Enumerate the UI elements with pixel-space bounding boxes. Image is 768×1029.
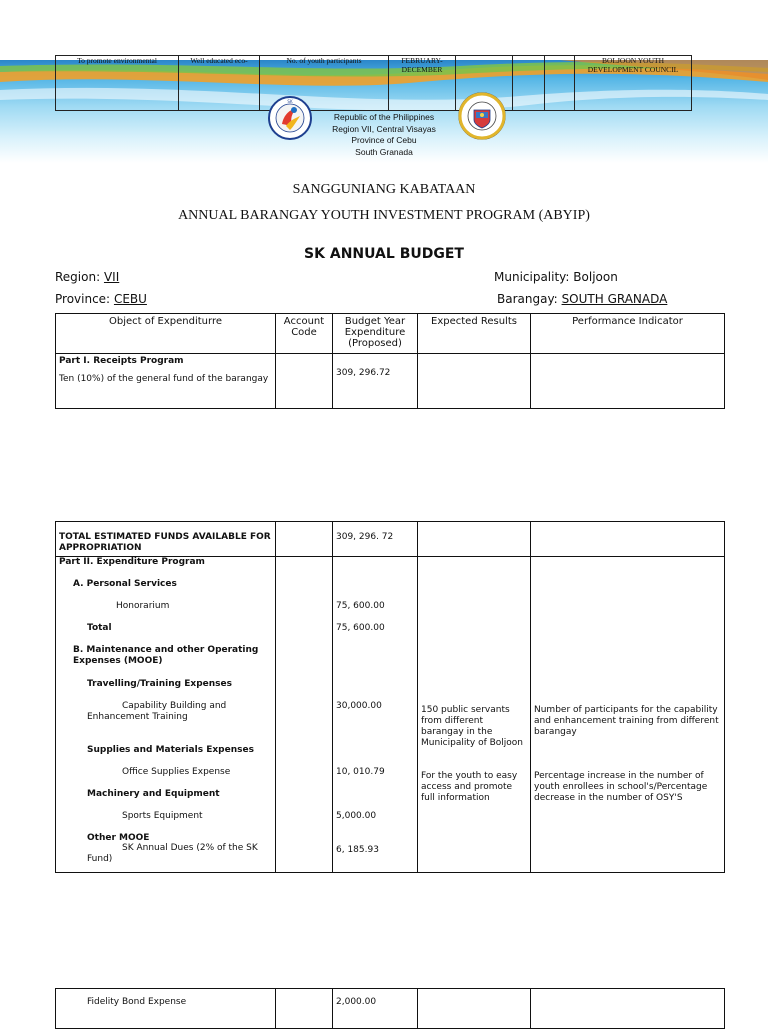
part2-title: Part II. Expenditure Program (59, 557, 205, 567)
fragment-cell: Well educated eco- (179, 56, 260, 111)
letterhead-line: Republic of the Philippines (333, 112, 435, 122)
logo-lettering: SK (287, 99, 293, 104)
header-account-code: Account Code (276, 314, 333, 354)
municipality-value: Boljoon (573, 270, 618, 284)
travelling-heading: Travelling/Training Expenses (87, 679, 232, 689)
fragment-cell: No. of youth participants (260, 56, 389, 111)
org-title: SANGGUNIANG KABATAAN (292, 182, 476, 197)
sk-dues-item: SK Annual Dues (2% of the SK Fund) (87, 843, 258, 864)
part1-amount: 309, 296.72 (333, 354, 418, 409)
fragment-cell (545, 56, 575, 111)
barangay-field (497, 292, 667, 306)
capability-item: Capability Building and Enhancement Training (87, 701, 227, 722)
account-code-cell (276, 989, 333, 1029)
fragment-cell: To promote environmental (56, 56, 179, 111)
barangay-seal (458, 92, 506, 140)
mooe-heading: B. Maintenance and other Operating Expenses (MOOE) (73, 645, 259, 666)
letterhead-line: South Granada (355, 146, 413, 157)
personal-services: A. Personal Services (73, 579, 177, 589)
sports-amount: 5,000.00 (336, 811, 377, 821)
amounts-cell (333, 557, 418, 873)
municipality-field (494, 270, 618, 284)
account-code-cell (276, 354, 333, 409)
region-value: VII (103, 270, 120, 284)
sports-equipment-item: Sports Equipment (122, 811, 203, 821)
office-result: For the youth to easy access and promote full information (421, 771, 518, 803)
expected-results-cell (418, 522, 531, 557)
previous-page-table-fragment (55, 55, 692, 111)
budget-title: SK ANNUAL BUDGET (304, 246, 464, 262)
region-label: Region: (55, 270, 101, 284)
barangay-label: Barangay: (497, 292, 558, 306)
performance-indicator-cell (531, 557, 725, 873)
fragment-cell: FEBRUARY-DECEMBER (389, 56, 456, 111)
part1-title: Part I. Receipts Program (59, 356, 184, 366)
budget-table-receipts (55, 313, 725, 409)
part1-item: Ten (10%) of the general fund of the barangay (59, 374, 269, 384)
expected-results-cell (418, 557, 531, 873)
account-code-cell (276, 557, 333, 873)
barangay-value: SOUTH GRANADA (561, 292, 668, 306)
performance-indicator-cell (531, 989, 725, 1029)
letterhead-line: Province of Cebu (351, 135, 417, 145)
header-performance-indicator: Performance Indicator (531, 314, 725, 354)
sk-logo (268, 96, 312, 140)
letterhead-line: Region VII, Central Visayas (332, 123, 436, 134)
fidelity-item: Fidelity Bond Expense (56, 989, 276, 1029)
letterhead-text (320, 112, 448, 158)
header-object: Object of Expenditurre (56, 314, 276, 354)
supplies-heading: Supplies and Materials Expenses (87, 745, 254, 755)
total-label: Total (87, 623, 112, 633)
sk-dues-amount: 6, 185.93 (336, 845, 379, 855)
header-expected-results: Expected Results (418, 314, 531, 354)
account-code-cell (276, 522, 333, 557)
performance-indicator-cell (531, 354, 725, 409)
office-supplies-amount: 10, 010.79 (336, 767, 385, 777)
total-ps-amount: 75, 600.00 (336, 623, 385, 633)
capability-indicator: Number of participants for the capability and enhancement training from different barangay (534, 705, 719, 737)
capability-result: 150 public servants from different barangay in the Municipality of Boljoon (421, 705, 524, 748)
expected-results-cell (418, 989, 531, 1029)
header-budget-year: Budget Year Expenditure (Proposed) (333, 314, 418, 354)
province-value: CEBU (113, 292, 147, 306)
other-mooe-heading: Other MOOE (87, 833, 150, 843)
budget-table-continued (55, 988, 725, 1029)
expected-results-cell (418, 354, 531, 409)
total-funds-label: TOTAL ESTIMATED FUNDS AVAILABLE FOR APPROPRIATION (56, 522, 276, 557)
honorarium-amount: 75, 600.00 (336, 601, 385, 611)
municipality-label: Municipality: (494, 270, 570, 284)
province-label: Province: (55, 292, 111, 306)
province-field (55, 292, 147, 306)
program-title: ANNUAL BARANGAY YOUTH INVESTMENT PROGRAM (ABYIP) (178, 208, 590, 223)
part1-cell (56, 354, 276, 409)
fragment-cell: BOLJOON YOUTH DEVELOPMENT COUNCIL (575, 56, 692, 111)
fragment-cell (513, 56, 545, 111)
capability-amount: 30,000.00 (336, 701, 382, 711)
honorarium: Honorarium (116, 601, 170, 611)
region-field (55, 270, 119, 284)
performance-indicator-cell (531, 522, 725, 557)
machinery-heading: Machinery and Equipment (87, 789, 220, 799)
total-funds-amount: 309, 296. 72 (333, 522, 418, 557)
budget-table-expenditure (55, 521, 725, 873)
office-supplies-item: Office Supplies Expense (122, 767, 231, 777)
expenditure-items-cell (56, 557, 276, 873)
office-indicator: Percentage increase in the number of youth enrollees in school's/Percentage decrease in the number of OSY'S (534, 771, 708, 803)
fidelity-amount: 2,000.00 (333, 989, 418, 1029)
